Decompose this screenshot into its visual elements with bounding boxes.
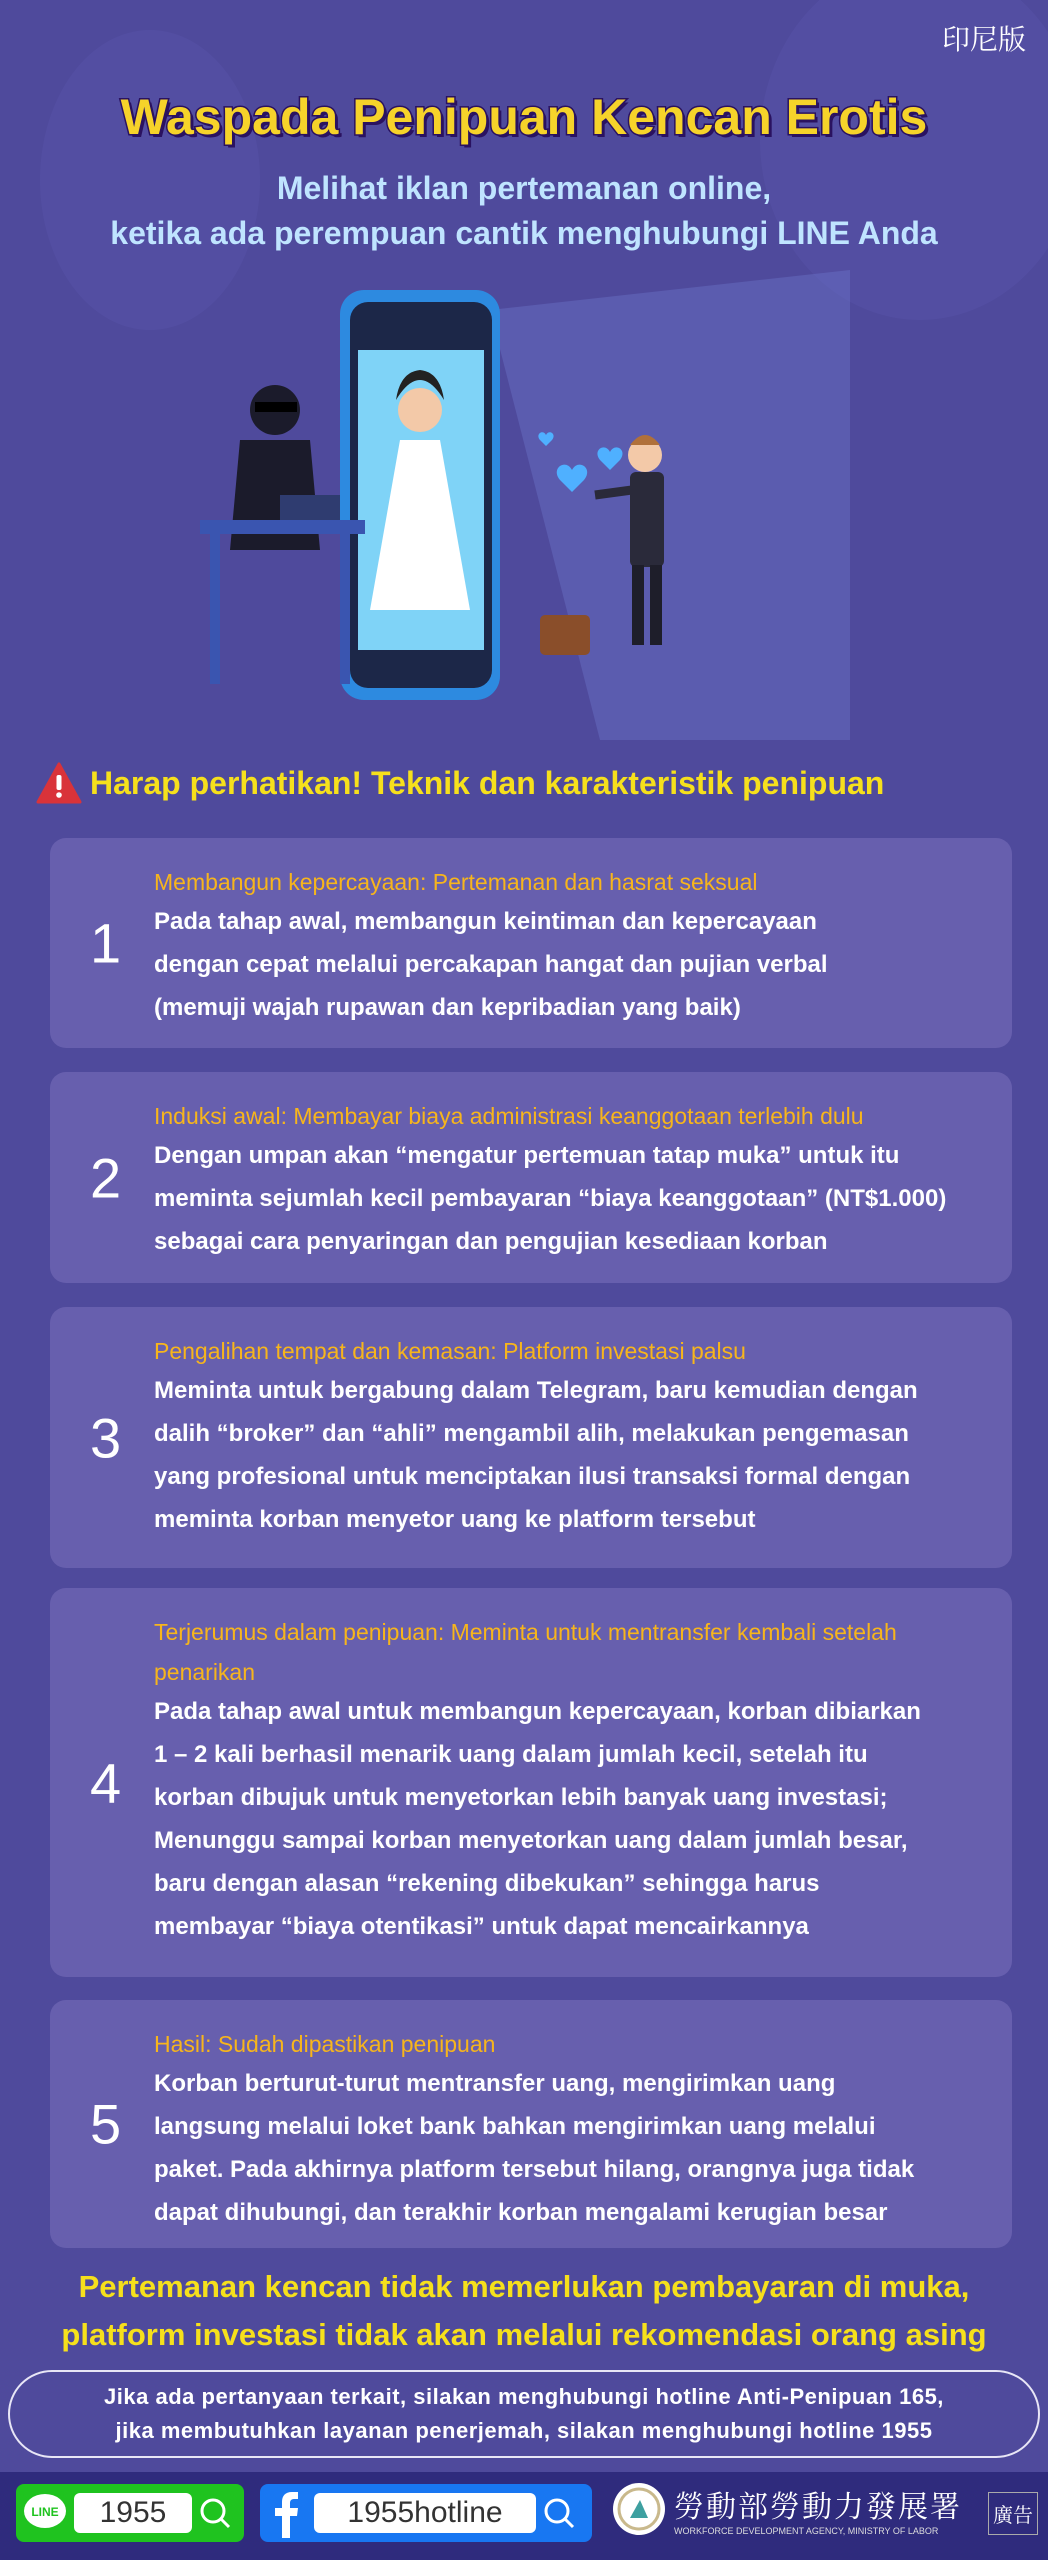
step-line: Dengan umpan akan “mengatur pertemuan tatap muka” untuk itu	[154, 1142, 900, 1169]
step-title: Hasil: Sudah dipastikan penipuan	[154, 2031, 496, 2057]
step-title: Induksi awal: Membayar biaya administrasi keanggotaan terlebih dulu	[154, 1103, 864, 1129]
search-icon[interactable]	[542, 2496, 576, 2530]
footer	[0, 2472, 1048, 2560]
step-number: 3	[90, 1406, 122, 1469]
step-title: Membangun kepercayaan: Pertemanan dan hasrat seksual	[154, 869, 758, 895]
step-line: Meminta untuk bergabung dalam Telegram, baru kemudian dengan	[154, 1377, 918, 1404]
agency-emblem-icon	[612, 2482, 666, 2536]
svg-text:LINE: LINE	[31, 2505, 59, 2519]
step-card-1	[50, 838, 1012, 1048]
facebook-search-box[interactable]	[260, 2484, 592, 2542]
step-line: Menunggu sampai korban menyetorkan uang dalam jumlah besar,	[154, 1827, 908, 1854]
step-line: (memuji wajah rupawan dan kepribadian yang baik)	[154, 994, 741, 1021]
agency-name-en: WORKFORCE DEVELOPMENT AGENCY, MINISTRY OF LABOR	[674, 2526, 939, 2536]
step-number: 2	[90, 1146, 122, 1209]
step-line: korban dibujuk untuk menyetorkan lebih banyak uang investasi;	[154, 1784, 888, 1811]
step-line: yang profesional untuk menciptakan ilusi transaksi formal dengan	[154, 1463, 911, 1490]
step-card-3	[50, 1307, 1012, 1568]
step-title: Terjerumus dalam penipuan: Meminta untuk mentransfer kembali setelah penarikan	[154, 1619, 897, 1685]
step-body	[154, 2062, 992, 2234]
step-line: paket. Pada akhirnya platform tersebut hilang, orangnya juga tidak	[154, 2156, 915, 2183]
step-line: sebagai cara penyaringan dan pengujian kesediaan korban	[154, 1228, 828, 1255]
hotline-note-line: Jika ada pertanyaan terkait, silakan menghubungi hotline Anti-Penipuan 165,	[104, 2384, 944, 2409]
facebook-id-field[interactable]: 1955hotline	[314, 2493, 536, 2533]
step-card-5	[50, 2000, 1012, 2248]
step-body	[154, 1134, 992, 1263]
step-card-4	[50, 1588, 1012, 1977]
step-line: meminta korban menyetor uang ke platform tersebut	[154, 1506, 756, 1533]
step-line: dapat dihubungi, dan terakhir korban mengalami kerugian besar	[154, 2199, 888, 2226]
slogan-line-1: Pertemanan kencan tidak memerlukan pembayaran di muka,	[78, 2269, 970, 2304]
warning-heading	[36, 762, 884, 804]
step-line: dalih “broker” dan “ahli” mengambil alih, melakukan pengemasan	[154, 1420, 909, 1447]
slogan-line-2: platform investasi tidak akan melalui rekomendasi orang asing	[61, 2317, 987, 2352]
page-title: Waspada Penipuan Kencan Erotis	[120, 89, 928, 145]
search-icon[interactable]	[198, 2496, 232, 2530]
warning-triangle-icon	[36, 762, 82, 804]
step-line: 1 – 2 kali berhasil menarik uang dalam jumlah kecil, setelah itu	[154, 1741, 868, 1768]
step-title: Pengalihan tempat dan kemasan: Platform investasi palsu	[154, 1338, 746, 1364]
ad-label: 廣告	[988, 2492, 1038, 2535]
line-search-box[interactable]	[16, 2484, 244, 2542]
step-line: dengan cepat melalui percakapan hangat dan pujian verbal	[154, 951, 828, 978]
agency-name-zh: 勞動部勞動力發展署	[674, 2491, 962, 2524]
line-logo-icon	[22, 2490, 68, 2536]
line-id-field[interactable]: 1955	[74, 2493, 192, 2533]
step-body	[154, 900, 992, 1029]
step-line: Korban berturut-turut mentransfer uang, mengirimkan uang	[154, 2070, 836, 2097]
step-line: Pada tahap awal, membangun keintiman dan kepercayaan	[154, 908, 817, 935]
step-body	[154, 1369, 992, 1541]
agency-logo	[612, 2482, 962, 2536]
step-line: membayar “biaya otentikasi” untuk dapat mencairkannya	[154, 1913, 809, 1940]
hotline-note	[8, 2370, 1040, 2458]
step-line: Pada tahap awal untuk membangun kepercayaan, korban dibiarkan	[154, 1698, 921, 1725]
step-body	[154, 1690, 992, 1948]
step-card-2	[50, 1072, 1012, 1283]
step-line: langsung melalui loket bank bahkan mengirimkan uang melalui	[154, 2113, 876, 2140]
subtitle-line-1: Melihat iklan pertemanan online,	[276, 170, 772, 206]
warning-heading-text: Harap perhatikan! Teknik dan karakteristik penipuan	[90, 764, 885, 801]
scam-illustration	[200, 270, 850, 740]
step-line: baru dengan alasan “rekening dibekukan” sehingga harus	[154, 1870, 820, 1897]
step-number: 5	[90, 2092, 122, 2156]
version-label: 印尼版	[941, 24, 1026, 55]
step-number: 1	[90, 911, 122, 975]
hotline-note-line: jika membutuhkan layanan penerjemah, silakan menghubungi hotline 1955	[115, 2418, 933, 2443]
facebook-logo-icon	[266, 2488, 306, 2538]
step-number: 4	[90, 1751, 122, 1814]
step-line: meminta sejumlah kecil pembayaran “biaya keanggotaan” (NT$1.000)	[154, 1185, 947, 1212]
subtitle-line-2: ketika ada perempuan cantik menghubungi LINE Anda	[110, 215, 938, 251]
bag-icon	[540, 615, 590, 655]
